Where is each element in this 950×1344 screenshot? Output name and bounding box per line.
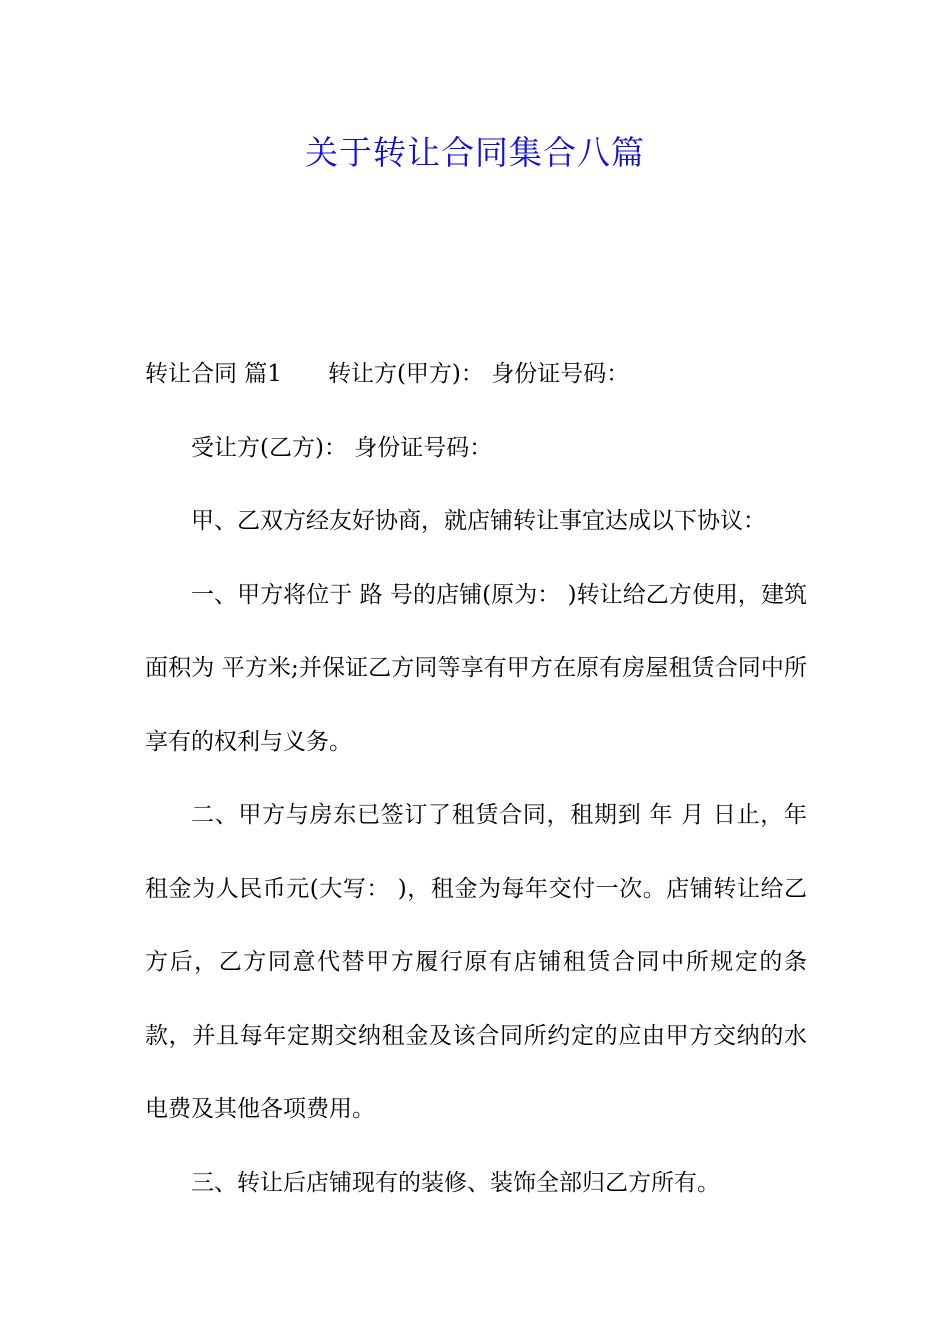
transferee-line: 受让方(乙方)： 身份证号码：	[191, 434, 493, 461]
document-title: 关于转让合同集合八篇	[305, 133, 645, 172]
contract-heading: 转让合同 篇1	[145, 361, 282, 387]
clause-3-paragraph: 三、转让后店铺现有的装修、装饰全部归乙方所有。	[191, 1169, 720, 1196]
transferor-line: 转让方(甲方)： 身份证号码：	[327, 361, 630, 387]
contract-first-line	[145, 338, 807, 412]
clause-2-paragraph: 二、甲方与房东已签订了租赁合同，租期到 年 月 日止，年租金为人民币元(大写： )，租金为每年交付一次。店铺转让给乙方后，乙方同意代替甲方履行原有店铺租赁合同中所规定的条款，并且每年定期交纳租金及该合同所约定的应由甲方交纳的水电费及其他各项费用。	[145, 802, 807, 1122]
clause-1-paragraph: 一、甲方将位于 路 号的店铺(原为： )转让给乙方使用，建筑面积为 平方米;并保证乙方同等享有甲方在原有房屋租赁合同中所享有的权利与义务。	[145, 581, 807, 755]
preamble-paragraph: 甲、乙双方经友好协商，就店铺转让事宜达成以下协议：	[191, 508, 766, 534]
contract-body	[145, 338, 807, 1220]
